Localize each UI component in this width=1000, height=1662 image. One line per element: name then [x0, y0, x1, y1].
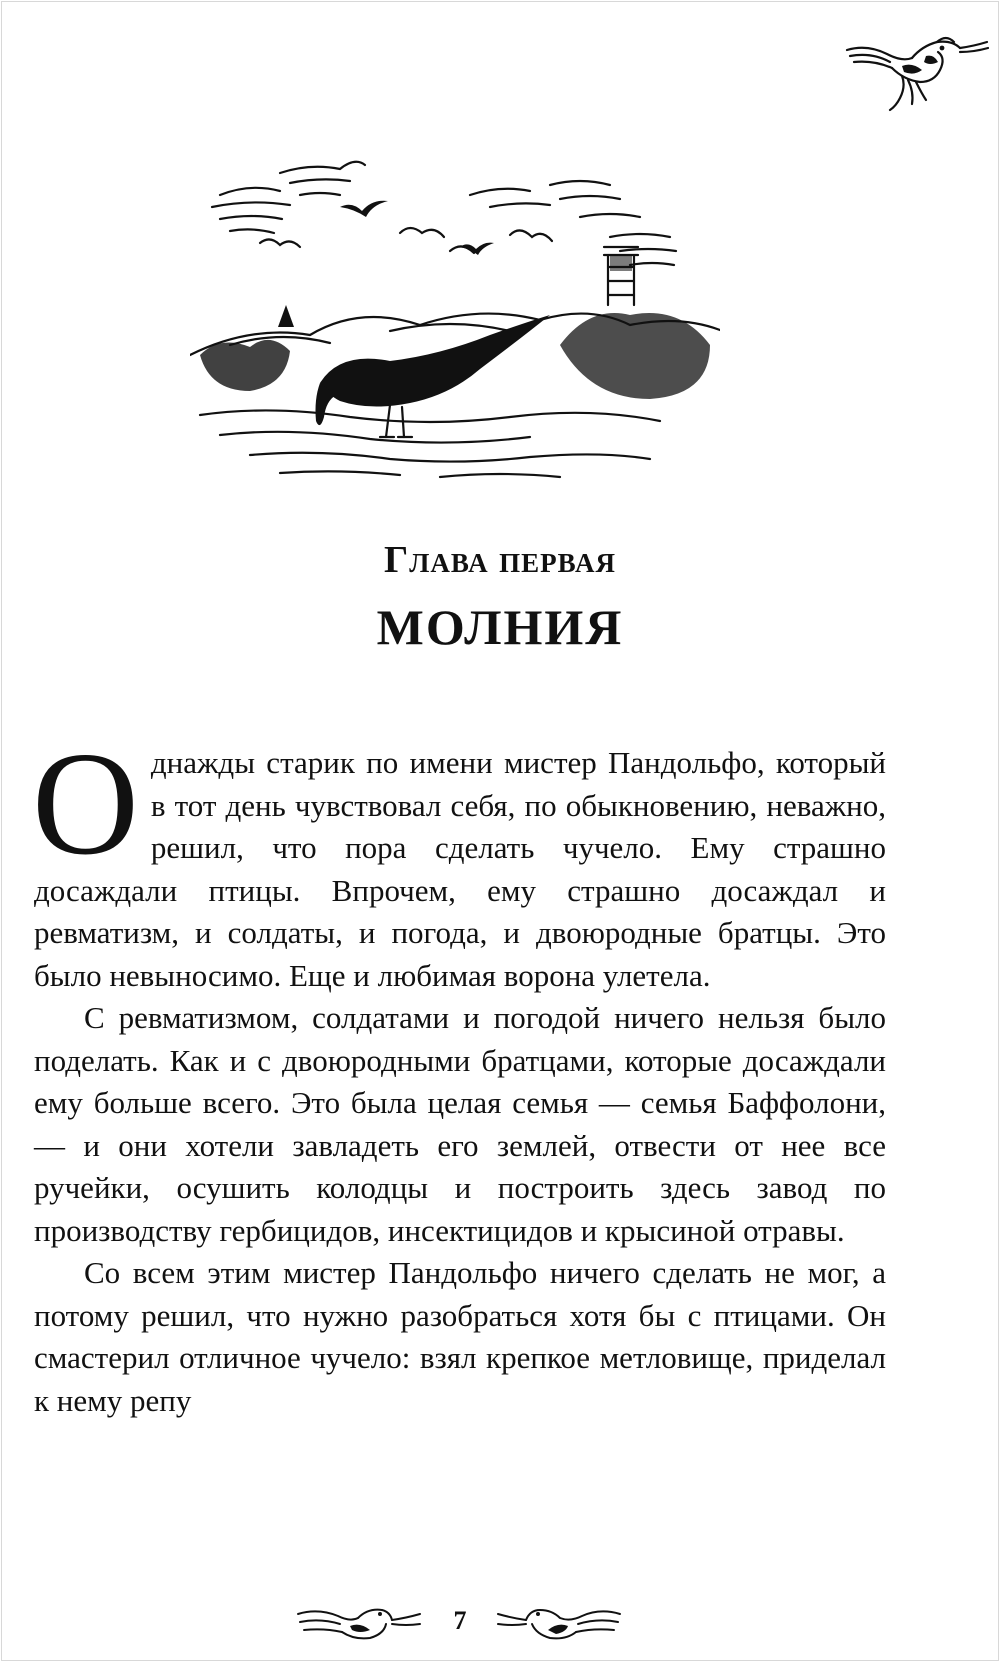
- paragraph-1-text: днажды старик по имени мистер Пандольфо, который в тот день чувствовал себя, по обыкновению, неважно, решил, что пора сделать чучело. Ему страшно досаждали птицы. Впрочем, ему страшно досаждал и ревматизм, и солдаты, и погода, и двоюродные братцы. Это было невыносимо. Еще и любимая ворона улетела.: [34, 745, 886, 993]
- dropcap-letter: О: [32, 722, 139, 886]
- page-footer: [0, 1598, 1000, 1648]
- paragraph-1: [32, 722, 886, 997]
- chapter-body: [32, 722, 886, 1422]
- paragraph-3: Со всем этим мистер Пандольфо ничего сделать не мог, а потому решил, что нужно разобраться хотя бы с птицами. Он смастерил отличное чучело: взял крепкое метловище, приделал к нему репу: [34, 1255, 886, 1418]
- chapter-title: МОЛНИЯ: [376, 599, 624, 655]
- bird-ornament-left-icon: [294, 1600, 424, 1646]
- bird-icon: [842, 36, 992, 116]
- paragraph-2: С ревматизмом, солдатами и погодой ничего нельзя было поделать. Как и с двоюродными братцами, которые досаждали ему больше всего. Это была целая семья — семья Баффолони, — и они хотели завладеть его землей, отвести от нее все ручейки, осушить колодцы и построить здесь завод по производству гербицидов, инсектицидов и крысиной отравы.: [34, 1000, 886, 1248]
- chapter-label: Глава первая: [384, 539, 616, 581]
- bird-ornament-right-icon: [494, 1600, 624, 1646]
- page-number: 7: [453, 1606, 467, 1635]
- landscape-with-crow-illustration: [190, 155, 720, 500]
